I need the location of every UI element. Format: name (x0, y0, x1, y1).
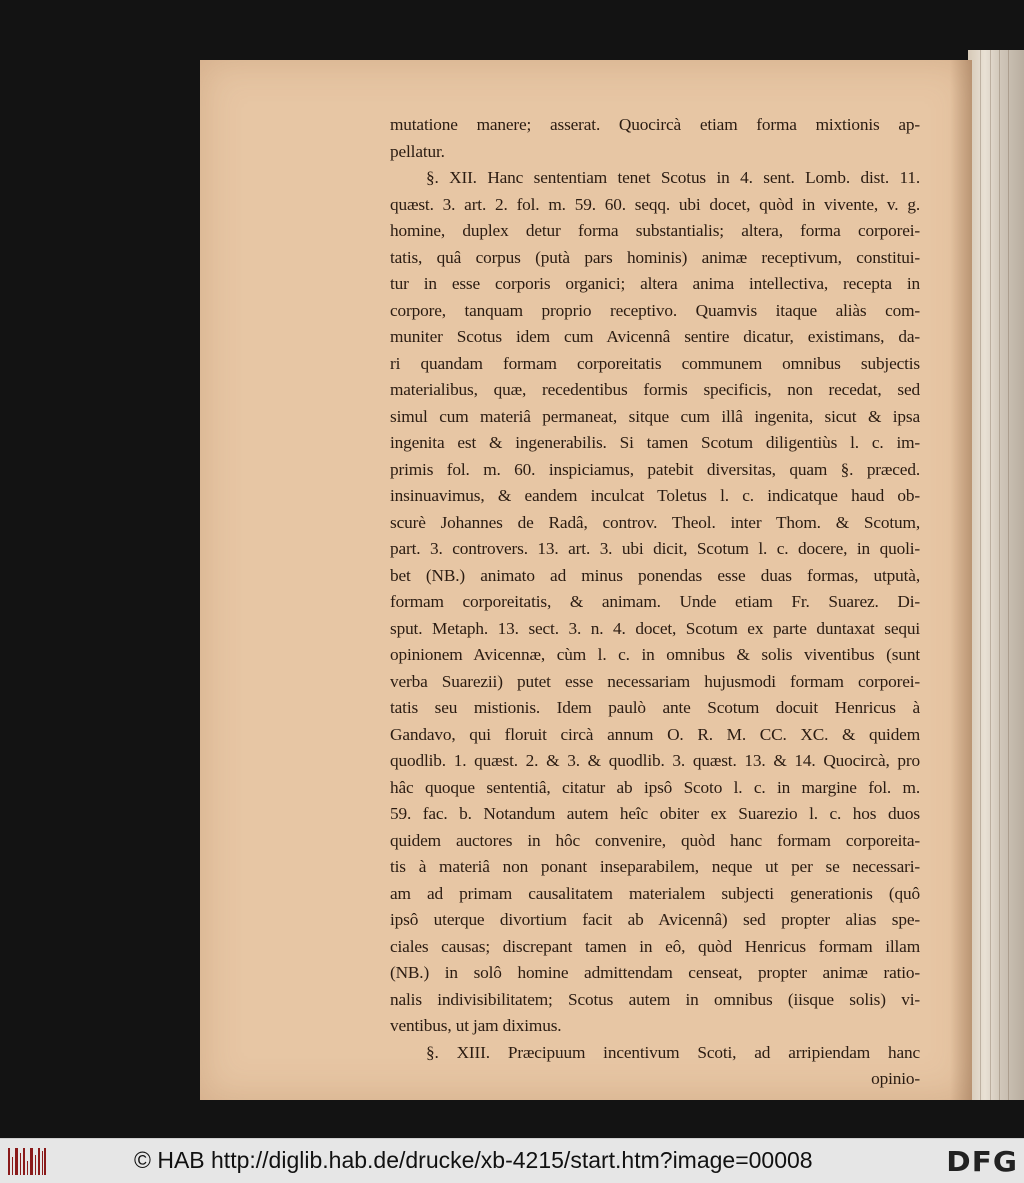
text-line: ipsô uterque divortium facit ab Avicennâ) sed propter alias spe- (390, 910, 920, 929)
hab-logo-icon (8, 1148, 46, 1175)
text-line: bet (NB.) animato ad minus ponendas esse duas formas, utputà, (390, 565, 920, 585)
text-line: hâc quoque sententiâ, citatur ab ipsô Scoto l. c. in margine fol. m. (390, 777, 920, 797)
text-line: muniter Scotus idem cum Avicennâ sentire dicatur, existimans, da- (390, 327, 920, 346)
text-line: ingenita est & ingenerabilis. Si tamen Scotum diligentiùs l. c. im- (390, 433, 920, 452)
text-line: corpore, tanquam proprio receptivo. Quamvis itaque aliàs com- (390, 300, 920, 320)
text-line: quæst. 3. art. 2. fol. m. 59. 60. seqq. ubi docet, quòd in vivente, v. g. (390, 194, 920, 214)
catchword: opinio- (871, 1069, 920, 1088)
book-page-edges (968, 50, 1024, 1100)
text-line: quodlib. 1. quæst. 2. & 3. & quodlib. 3. quæst. 13. & 14. Quocircà, pro (390, 751, 920, 770)
text-line: verba Suarezii) putet esse necessariam hujusmodi formam corporei- (390, 671, 920, 691)
text-line: quidem auctores in hôc convenire, quòd hanc formam corporeita- (390, 830, 920, 850)
book-page (200, 60, 972, 1100)
text-line: sput. Metaph. 13. sect. 3. n. 4. docet, Scotum ex parte duntaxat sequi (390, 618, 920, 638)
text-line: ri quandam formam corporeitatis communem omnibus subjectis (390, 353, 920, 373)
text-line: tur in esse corporis organici; altera anima intellectiva, recepta in (390, 274, 920, 293)
attribution-link[interactable]: © HAB http://diglib.hab.de/drucke/xb-4215/start.htm?image=00008 (134, 1147, 813, 1173)
text-line: primis fol. m. 60. inspiciamus, patebit diversitas, quam §. præced. (390, 459, 920, 479)
text-line: insinuavimus, & eandem inculcat Toletus l. c. indicatque haud ob- (390, 486, 920, 505)
dfg-logo: DFG (945, 1145, 1018, 1178)
footer-bar (0, 1138, 1024, 1183)
text-line: Gandavo, qui floruit circà annum O. R. M. CC. XC. & quidem (390, 724, 920, 744)
text-line: tatis, quâ corpus (putà pars hominis) animæ receptivum, constitui- (390, 247, 920, 267)
text-line: ventibus, ut jam diximus. (390, 1016, 562, 1035)
text-line: tatis seu mistionis. Idem paulò ante Scotum docuit Henricus à (390, 698, 920, 717)
text-line: formam corporeitatis, & animam. Unde etiam Fr. Suarez. Di- (390, 592, 920, 611)
text-line: 59. fac. b. Notandum autem heîc obiter ex Suarezio l. c. hos duos (390, 804, 920, 823)
text-line: nalis indivisibilitatem; Scotus autem in omnibus (iisque solis) vi- (390, 989, 920, 1009)
text-line: materialibus, quæ, recedentibus formis specificis, non recedat, sed (390, 380, 920, 399)
text-line: §. XIII. Præcipuum incentivum Scoti, ad arripiendam hanc (426, 1042, 920, 1062)
text-line: tis à materiâ non ponant inseparabilem, neque ut per se necessari- (390, 857, 920, 876)
text-line: scurè Johannes de Radâ, controv. Theol. inter Thom. & Scotum, (390, 512, 920, 532)
text-line: simul cum materiâ permaneat, sitque cum illâ ingenita, sicut & ipsa (390, 406, 920, 426)
page-text-block (390, 112, 920, 1093)
text-line: part. 3. controvers. 13. art. 3. ubi dicit, Scotum l. c. docere, in quoli- (390, 539, 920, 558)
text-line: mutatione manere; asserat. Quocircà etiam forma mixtionis ap- (390, 115, 920, 134)
text-line: (NB.) in solô homine admittendam censeat, propter animæ ratio- (390, 963, 920, 982)
text-line: homine, duplex detur forma substantialis; altera, forma corporei- (390, 221, 920, 240)
text-line: pellatur. (390, 141, 445, 161)
text-line: §. XII. Hanc sententiam tenet Scotus in 4. sent. Lomb. dist. 11. (426, 168, 920, 187)
page-gutter-shadow (950, 60, 972, 1100)
text-line: opinionem Avicennæ, cùm l. c. in omnibus & solis viventibus (sunt (390, 645, 920, 664)
text-line: ciales causas; discrepant tamen in eô, quòd Henricus formam illam (390, 936, 920, 956)
text-line: am ad primam causalitatem materialem subjecti generationis (quô (390, 883, 920, 903)
